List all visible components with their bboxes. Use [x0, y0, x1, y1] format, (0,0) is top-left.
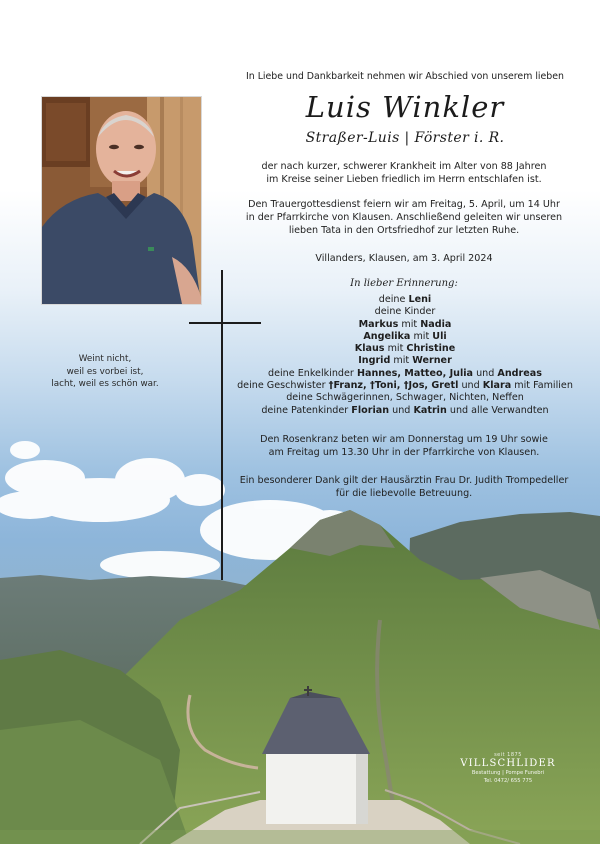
service-line: Den Trauergottesdienst feiern wir am Freitag, 5. April, um 14 Uhr — [248, 199, 560, 210]
intro-text: In Liebe und Dankbarkeit nehmen wir Abschied von unserem lieben — [246, 71, 564, 82]
funeral-home-logo — [460, 752, 556, 785]
place-date: Villanders, Klausen, am 3. April 2024 — [315, 253, 493, 264]
deceased-name: Luis Winkler — [305, 90, 505, 124]
mourner-inlaws: deine Schwägerinnen, Schwager, Nichten, Neffen — [286, 392, 524, 404]
announcement-line: der nach kurzer, schwerer Krankheit im Alter von 88 Jahren — [261, 161, 547, 172]
thanks-line: für die liebevolle Betreuung. — [335, 487, 473, 499]
quote-line: lacht, weil es schön war. — [51, 379, 159, 389]
logo-tagline: Bestattung | Pompe Funebri — [471, 770, 545, 776]
quote-line: Weint nicht, — [78, 354, 132, 364]
mourner-siblings: deine Geschwister †Franz, †Toni, †Jos, Gretl und Klara mit Familien — [237, 380, 573, 392]
logo-name: VILLSCHLIDER — [460, 758, 556, 769]
nickname-profession: Straßer-Luis | Förster i. R. — [305, 130, 505, 146]
mourner-child: Ingrid mit Werner — [358, 355, 452, 367]
mourner-child: Klaus mit Christine — [354, 343, 456, 355]
mourner-godchildren: deine Patenkinder Florian und Katrin und alle Verwandten — [261, 404, 549, 416]
mourner-child: Markus mit Nadia — [358, 318, 452, 330]
mourner-wife: deine Leni — [378, 294, 432, 305]
logo-phone: Tel. 0472/ 655 775 — [483, 778, 533, 784]
quote-text — [40, 353, 170, 391]
quote-line: weil es vorbei ist, — [66, 366, 144, 377]
announcement-line: im Kreise seiner Lieben friedlich im Herrn entschlafen ist. — [266, 173, 542, 185]
service-line: lieben Tata in den Ortsfriedhof zur letzten Ruhe. — [288, 224, 520, 236]
mourners-list — [220, 294, 590, 417]
announcement-text — [236, 161, 572, 187]
cross-horizontal-line — [189, 322, 261, 324]
logo-est: seit 1875 — [494, 752, 522, 758]
rosary-line: am Freitag um 13.30 Uhr in der Pfarrkirche von Klausen. — [268, 446, 540, 458]
service-text — [236, 199, 572, 237]
mourner-children-label: deine Kinder — [374, 306, 436, 318]
rosary-line: Den Rosenkranz beten wir am Donnerstag um 19 Uhr sowie — [260, 434, 548, 445]
mourner-grandchildren: deine Enkelkinder Hannes, Matteo, Julia und Andreas — [268, 367, 542, 379]
memory-title: In lieber Erinnerung: — [350, 278, 458, 289]
mourner-child: Angelika mit Uli — [363, 330, 447, 342]
thanks-line: Ein besonderer Dank gilt der Hausärztin Frau Dr. Judith Trompedeller — [239, 475, 569, 486]
cross-vertical-line — [221, 270, 223, 580]
service-line: in der Pfarrkirche von Klausen. Anschließend geleiten wir unseren — [245, 211, 563, 223]
portrait-photo — [41, 96, 202, 305]
